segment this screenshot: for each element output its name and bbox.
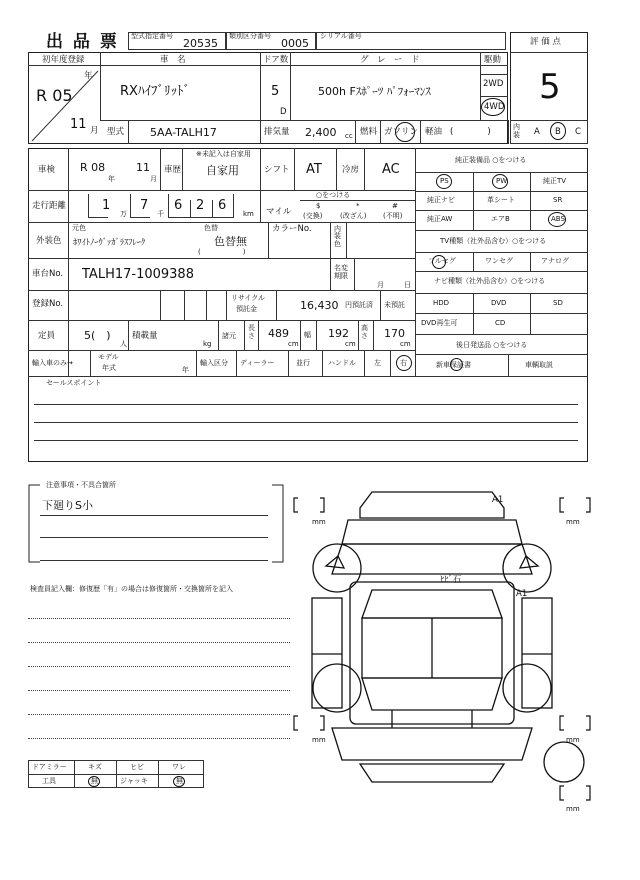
caution-label: 注意事項・不具合箇所 xyxy=(46,481,116,489)
parallel-label: 並行 xyxy=(296,359,310,367)
displacement-unit: cc xyxy=(345,132,353,140)
mm-bracket-5 xyxy=(558,784,592,804)
capacity-label: 定員 xyxy=(38,331,56,341)
handle-right-circle xyxy=(396,355,412,371)
mileage-unit: km xyxy=(243,210,254,218)
model-cert-label: 型式指定番号 xyxy=(131,32,173,40)
mm-unit-3: mm xyxy=(312,736,326,744)
equip-ps: PS xyxy=(440,177,449,185)
mileage-digit-2: 7 xyxy=(140,198,149,213)
caution-bracket xyxy=(26,482,286,568)
later-label: 後日発送品 ○をつける xyxy=(456,341,528,349)
chassis-no: TALH17-1009388 xyxy=(82,267,194,282)
shift-label: シフト xyxy=(264,165,290,175)
inspection-month-unit: 月 xyxy=(150,175,157,183)
model-label: 型式 xyxy=(107,127,125,137)
first-reg-month: 11 xyxy=(70,117,87,132)
legend-jack: ジャッキ xyxy=(120,777,148,785)
mileage-digit-4: 2 xyxy=(196,198,205,213)
vehicle-diagram xyxy=(292,478,592,808)
height-label: 高さ xyxy=(361,324,368,340)
length-value: 489 xyxy=(268,327,289,340)
mm-unit-5: mm xyxy=(566,805,580,813)
mileage-digit-1: 1 xyxy=(102,198,111,213)
handle-label: ハンドル xyxy=(328,359,356,367)
drive-label: 駆動 xyxy=(484,55,502,65)
title-change-label: 名変期限 xyxy=(334,264,348,281)
exchange-symbol: $ xyxy=(316,202,321,210)
equip-abs: ABS xyxy=(551,215,565,223)
model-year-unit: 年 xyxy=(182,366,189,374)
color-orig-label: 元色 xyxy=(72,224,86,232)
sales-points-label: セールスポイント xyxy=(46,379,102,387)
mm-bracket-2 xyxy=(558,496,592,516)
equip-aw: 純正AW xyxy=(427,215,453,223)
dims-label: 諸元 xyxy=(222,332,236,340)
equip-leather: 革シート xyxy=(487,196,515,204)
repaint-paren: ( ) xyxy=(198,248,246,256)
import-label: 輸入車のみ→ xyxy=(32,359,73,367)
capacity-value: 5( ) xyxy=(84,329,111,342)
form-title: 出 品 票 xyxy=(46,32,119,52)
mark-a1-side: A1 xyxy=(516,589,528,599)
chassis-label: 車台No. xyxy=(32,269,64,279)
mark-hibi: ﾋﾋﾞ石 xyxy=(440,575,462,585)
history-note: ※未記入は自家用 xyxy=(196,150,251,158)
legend-break: ワレ xyxy=(172,763,186,771)
recycle-unpaid: 未預託 xyxy=(384,301,405,309)
grade-label: グ レ ー ド xyxy=(360,55,420,65)
length-unit: cm xyxy=(288,340,299,348)
grade-value: 500h Fｽﾎﾟｰﾂ ﾊﾟﾌｫｰﾏﾝｽ xyxy=(318,85,431,98)
equip-tv: 純正TV xyxy=(543,177,567,185)
mileage-unit-sen: 千 xyxy=(157,210,164,218)
width-unit: cm xyxy=(345,340,356,348)
legend-tool: 工具 xyxy=(42,777,56,785)
height-value: 170 xyxy=(384,327,405,340)
mile-mark-label: ○をつける xyxy=(316,191,351,199)
mm-unit-4: mm xyxy=(566,736,580,744)
mm-unit-1: mm xyxy=(312,518,326,526)
equip-sr: SR xyxy=(553,196,563,204)
displacement: 2,400 xyxy=(305,126,337,139)
interior-a: A xyxy=(534,127,540,137)
tamper-label: (改ざん) xyxy=(340,212,367,220)
equip-pw: PW xyxy=(496,177,508,185)
unknown-symbol: # xyxy=(392,202,398,210)
year-unit: 年 xyxy=(84,71,93,81)
fuel-circle xyxy=(395,122,415,142)
mm-bracket-1 xyxy=(292,496,326,516)
handle-left: 左 xyxy=(374,359,381,367)
color-section-label: 外装色 xyxy=(36,236,62,246)
interior-label: 内装 xyxy=(513,123,520,139)
color-change-label: 色替 xyxy=(204,224,218,232)
drive-4wd: 4WD xyxy=(484,102,505,112)
doors-label: ドア数 xyxy=(263,55,289,65)
mark-a1-top: A1 xyxy=(492,495,504,505)
fuel-label: 燃料 xyxy=(360,127,378,137)
model-code: 5AA-TALH17 xyxy=(150,126,217,139)
color-no-label: カラーNo. xyxy=(272,224,312,234)
equip-nav: 純正ナビ xyxy=(427,196,455,204)
history-label: 車歴 xyxy=(164,165,182,175)
capacity-unit: 人 xyxy=(120,340,127,348)
nav-dvd: DVD xyxy=(491,299,507,307)
mileage-label: 走行距離 xyxy=(32,201,67,211)
shift-value: AT xyxy=(306,162,322,177)
dealer-label: ディーラー xyxy=(240,359,275,367)
recycle-paid: 円預託済 xyxy=(345,301,373,309)
inspection-year-unit: 年 xyxy=(108,175,115,183)
width-value: 192 xyxy=(328,327,349,340)
month-unit: 月 xyxy=(90,126,99,136)
handle-right: 右 xyxy=(400,359,407,367)
ac-label: 冷房 xyxy=(342,165,360,175)
later-manual: 車輌取説 xyxy=(525,361,553,369)
model-year-label-1: モデル xyxy=(98,353,119,361)
mileage-digit-5: 6 xyxy=(218,198,227,213)
tc-month-unit: 月 xyxy=(377,281,384,289)
tc-day-unit: 日 xyxy=(404,281,411,289)
import-type-label: 輸入区分 xyxy=(200,359,228,367)
serial-label: シリアル番号 xyxy=(320,32,362,40)
nav-dvd-play: DVD再生可 xyxy=(421,319,458,327)
doors-mark: D xyxy=(280,107,287,117)
class-no: 0005 xyxy=(281,37,309,50)
std-equip-label: 純正装備品 ○をつける xyxy=(455,156,527,164)
mm-bracket-3 xyxy=(292,714,326,734)
length-label: 長さ xyxy=(248,324,255,340)
later-warranty: 新車保証書 xyxy=(436,361,471,369)
caution-text: 下廻りS小 xyxy=(42,499,93,512)
tv-fullseg: フルセグ xyxy=(428,257,456,265)
mm-unit-2: mm xyxy=(566,518,580,526)
load-label: 積載量 xyxy=(132,331,158,341)
fuel-other: ( ) xyxy=(450,127,491,137)
recycle-label-2: 預託金 xyxy=(236,305,257,313)
inspection-era: R 08 xyxy=(80,161,106,174)
fuel-gasoline: ガソリン xyxy=(384,127,419,137)
legend-scratch: キズ xyxy=(88,763,102,771)
car-name-label: 車 名 xyxy=(160,55,186,65)
unknown-label: (不明) xyxy=(383,212,403,220)
load-unit: kg xyxy=(203,340,212,348)
tv-oneseg: ワンセグ xyxy=(485,257,513,265)
repaint-value: 色替無 xyxy=(214,235,247,248)
drive-4wd-circle xyxy=(481,98,505,116)
interior-b-circle xyxy=(550,122,566,140)
tv-label: TV種類（社外品含む）○をつける xyxy=(440,237,547,245)
legend-jack-value: 無 xyxy=(176,777,183,785)
nav-cd: CD xyxy=(495,319,506,327)
interior-c: C xyxy=(575,127,581,137)
inspector-label: 検査員記入欄：修復歴「有」の場合は修復箇所・交換箇所を記入 xyxy=(30,585,233,593)
drive-2wd: 2WD xyxy=(483,79,504,89)
nav-hdd: HDD xyxy=(433,299,450,307)
interior-b: B xyxy=(555,127,561,137)
score-value: 5 xyxy=(539,67,561,107)
history-value: 自家用 xyxy=(206,164,239,177)
color-value: ﾎﾜｲﾄﾉｰｳﾞｧｶﾞﾗｽﾌﾚｰｸ xyxy=(73,238,146,248)
mm-bracket-4 xyxy=(558,714,592,734)
model-cert-no: 20535 xyxy=(183,37,218,50)
mileage-unit-man: 万 xyxy=(120,210,127,218)
width-label: 幅 xyxy=(304,331,311,339)
nav-sd: SD xyxy=(553,299,563,307)
legend-tool-value: 無 xyxy=(91,777,98,785)
inspection-month: 11 xyxy=(136,161,150,174)
mileage-digit-3: 6 xyxy=(174,198,183,213)
first-reg-era: R 05 xyxy=(36,86,73,105)
model-year-label-2: 年式 xyxy=(102,364,116,372)
reg-no-label: 登録No. xyxy=(32,299,64,309)
displacement-label: 排気量 xyxy=(264,127,290,137)
height-unit: cm xyxy=(400,340,411,348)
legend-crack: ヒビ xyxy=(130,763,144,771)
recycle-amount: 16,430 xyxy=(300,299,339,312)
equip-airbag: エアB xyxy=(491,215,510,223)
car-name: RXﾊｲﾌﾞﾘｯﾄﾞ xyxy=(120,84,190,99)
tamper-symbol: * xyxy=(356,202,360,210)
score-label: 評 価 点 xyxy=(530,37,561,47)
doors-value: 5 xyxy=(271,84,280,99)
recycle-label-1: リサイクル xyxy=(231,294,266,302)
class-label: 類別区分番号 xyxy=(229,32,271,40)
first-reg-label: 初年度登録 xyxy=(42,55,85,65)
ac-value: AC xyxy=(382,162,400,177)
interior-color-label: 内装色 xyxy=(334,225,341,248)
exchange-label: (交換) xyxy=(303,212,323,220)
inspection-label: 車検 xyxy=(38,165,56,175)
mile-label: マイル xyxy=(266,207,292,217)
nav-label: ナビ種類（社外品含む）○をつける xyxy=(434,277,546,285)
legend-mirror: ドアミラー xyxy=(32,763,67,771)
tv-analog: アナログ xyxy=(541,257,569,265)
light-oil-label: 軽油 xyxy=(425,127,443,137)
